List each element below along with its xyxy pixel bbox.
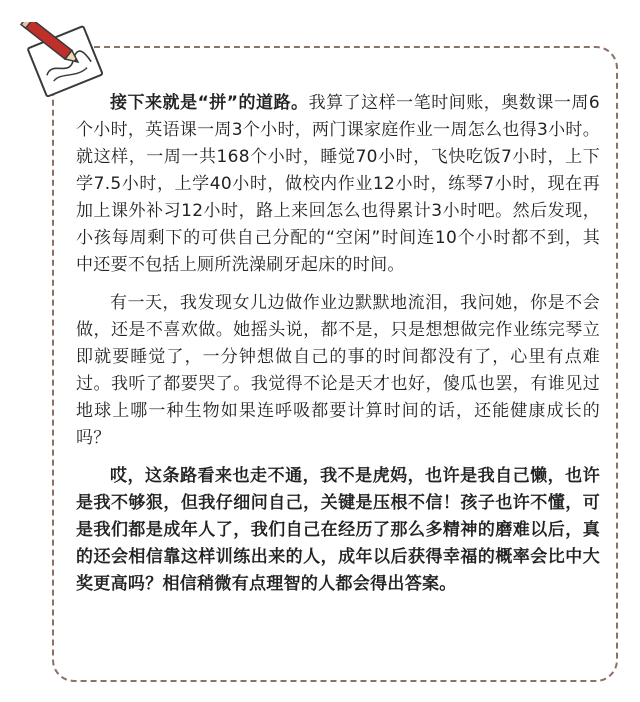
paragraph-1-lead: 接下来就是“拼”的道路。 bbox=[110, 93, 309, 113]
article-body bbox=[76, 90, 600, 598]
paragraph-2: 有一天，我发现女儿边做作业边默默地流泪，我问她，你是不会做，还是不喜欢做。她摇头说，都不是，只是想想做完作业练完琴立即就要睡觉了，一分钟想做自己的事的时间都没有了，心里有点难过。我听了都要哭了。我觉得不论是天才也好，傻瓜也罢，有谁见过地球上哪一种生物如果连呼吸都要计算时间的话，还能健康成长的吗？ bbox=[76, 293, 600, 448]
paragraph-3: 哎，这条路看来也走不通，我不是虎妈，也许是我自己懒，也许是我不够狠，但我仔细问自己，关键是压根不信！孩子也许不懂，可是我们都是成年人了，我们自己在经历了那么多精神的磨难以后，真的还会相信靠这样训练出来的人，成年以后获得幸福的概率会比中大奖更高吗？相信稍微有点理智的人都会得出答案。 bbox=[76, 466, 600, 594]
paragraph-1 bbox=[76, 90, 600, 279]
paragraph-1-text: 我算了这样一笔时间账，奥数课一周6个小时，英语课一周3个小时，两门课家庭作业一周怎么也得3小时。就这样，一周一共168个小时，睡觉70小时，飞快吃饭7小时，上下学7.5小时，上学40小时，做校内作业12小时，练琴7小时，现在再加上课外补习12小时，路上来回怎么也得累计3小时吧。然后发现，小孩每周剩下的可供自己分配的“空闲”时间连10个小时都不到，其中还要不包括上厕所洗澡刷牙起床的时间。 bbox=[76, 93, 600, 275]
